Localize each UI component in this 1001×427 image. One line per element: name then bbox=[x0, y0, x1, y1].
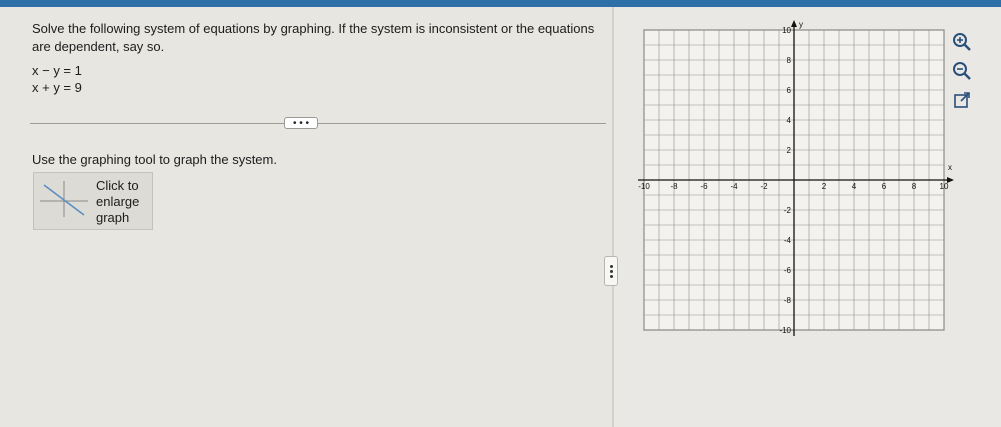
y-axis-label: y bbox=[799, 20, 803, 29]
zoom-out-icon bbox=[950, 59, 974, 83]
x-tick-label: 6 bbox=[881, 182, 887, 191]
open-external-icon bbox=[950, 88, 974, 112]
enlarge-label-line: graph bbox=[96, 210, 130, 225]
y-tick-label: -2 bbox=[783, 206, 791, 215]
enlarge-label-line: enlarge bbox=[96, 194, 140, 209]
task-text: Use the graphing tool to graph the system. bbox=[32, 152, 277, 167]
y-tick-label: -6 bbox=[783, 266, 791, 275]
zoom-out-button[interactable] bbox=[950, 59, 974, 83]
enlarge-graph-label bbox=[96, 178, 139, 226]
y-tick-label: 10 bbox=[782, 26, 791, 35]
x-tick-label: -10 bbox=[638, 182, 650, 191]
graph-thumbnail-icon bbox=[38, 179, 90, 219]
zoom-in-button[interactable] bbox=[950, 30, 974, 54]
y-tick-label: -4 bbox=[783, 236, 791, 245]
x-axis-label: x bbox=[948, 163, 952, 172]
y-tick-label: -8 bbox=[783, 296, 791, 305]
enlarge-graph-button[interactable] bbox=[33, 172, 153, 230]
y-tick-label: 6 bbox=[786, 86, 791, 95]
top-accent-bar bbox=[0, 0, 1001, 7]
y-tick-label: 4 bbox=[786, 116, 791, 125]
show-more-button[interactable]: • • • bbox=[284, 117, 318, 129]
section-divider bbox=[30, 123, 606, 124]
x-tick-label: 10 bbox=[939, 182, 949, 191]
x-tick-label: -2 bbox=[760, 182, 768, 191]
coordinate-graph[interactable] bbox=[638, 20, 952, 335]
y-tick-label: -10 bbox=[779, 326, 791, 335]
y-tick-label: 2 bbox=[786, 146, 791, 155]
x-tick-label: 4 bbox=[851, 182, 857, 191]
zoom-in-icon bbox=[950, 30, 974, 54]
pane-resize-handle[interactable] bbox=[604, 256, 618, 286]
x-tick-label: 2 bbox=[821, 182, 827, 191]
x-tick-label: -6 bbox=[700, 182, 708, 191]
open-in-new-window-button[interactable] bbox=[950, 88, 974, 112]
x-tick-label: 8 bbox=[911, 182, 917, 191]
enlarge-label-line: Click to bbox=[96, 178, 139, 193]
y-tick-label: 8 bbox=[786, 56, 791, 65]
question-instructions: Solve the following system of equations by graphing. If the system is inconsistent or the equations are dependent, say so. bbox=[32, 21, 595, 54]
equation-1: x − y = 1 bbox=[32, 63, 82, 78]
equation-2: x + y = 9 bbox=[32, 80, 82, 95]
x-tick-label: -8 bbox=[670, 182, 678, 191]
x-tick-label: -4 bbox=[730, 182, 738, 191]
